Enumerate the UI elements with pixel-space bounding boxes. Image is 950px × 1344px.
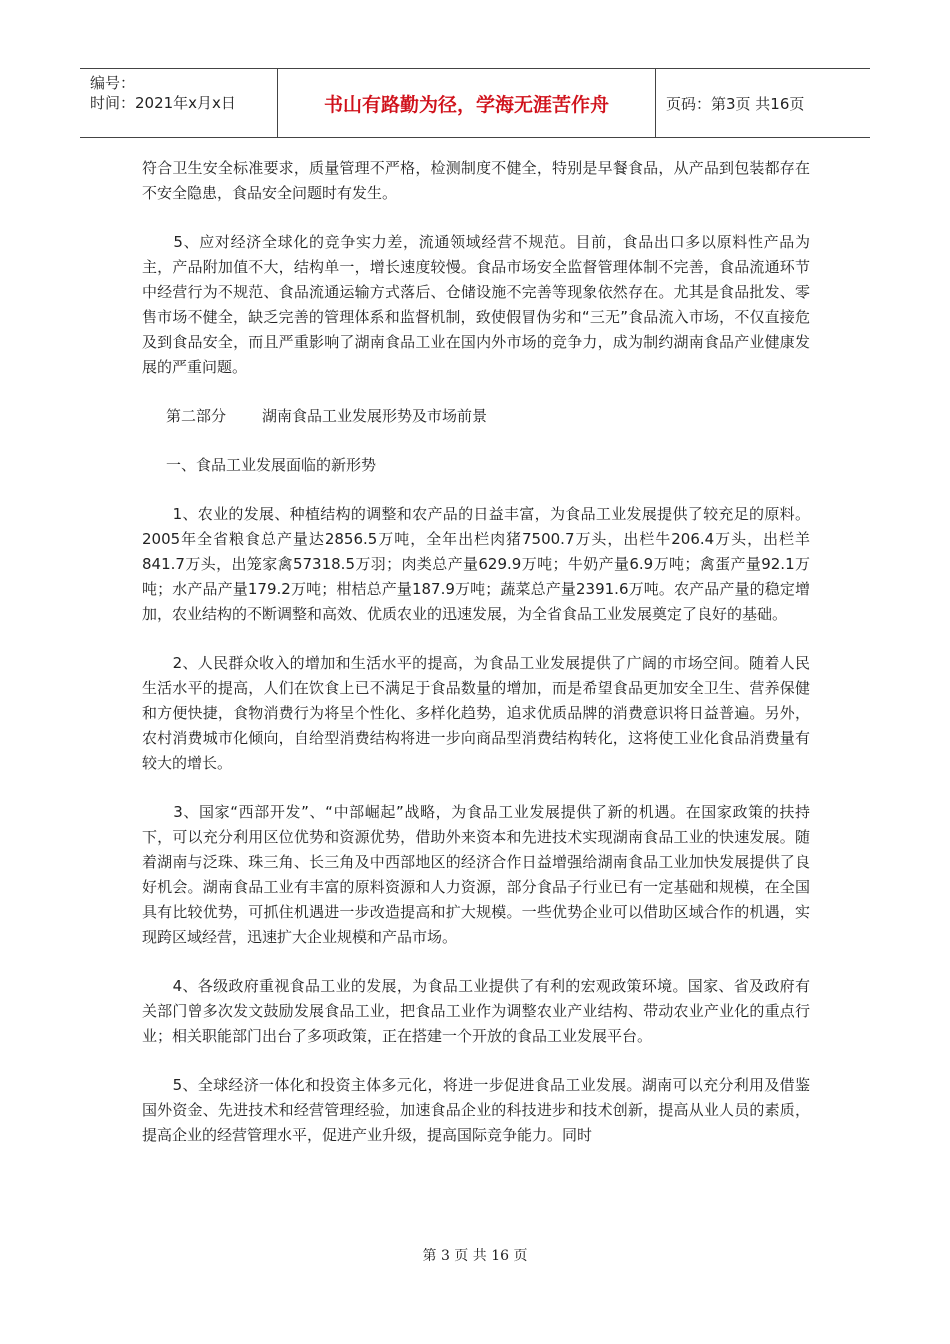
document-number-label: 编号： bbox=[90, 74, 136, 92]
header-page-info: 页码：第3页 共16页 bbox=[666, 94, 805, 113]
document-body bbox=[142, 156, 810, 1148]
paragraph: 2、人民群众收入的增加和生活水平的提高，为食品工业发展提供了广阔的市场空间。随着人民生活水平的提高，人们在饮食上已不满足于食品数量的增加，而是希望食品更加安全卫生、营养保健和方便快捷，食物消费行为将呈个性化、多样化趋势，追求优质品牌的消费意识将日益普遍。另外，农村消费城市化倾向，自给型消费结构将进一步向商品型消费结构转化，这将使工业化食品消费量有较大的增长。 bbox=[142, 654, 810, 772]
paragraph: 5、全球经济一体化和投资主体多元化，将进一步促进食品工业发展。湖南可以充分利用及借鉴国外资金、先进技术和经营管理经验，加速食品企业的科技进步和技术创新，提高从业人员的素质，提高企业的经营管理水平，促进产业升级，提高国际竞争能力。同时 bbox=[142, 1076, 810, 1144]
section-heading bbox=[142, 404, 810, 429]
page-footer: 第 3 页 共 16 页 bbox=[422, 1248, 528, 1264]
paragraph: 3、国家“西部开发”、“中部崛起”战略，为食品工业发展提供了新的机遇。在国家政策的扶持下，可以充分利用区位优势和资源优势，借助外来资本和先进技术实现湖南食品工业的快速发展。随着湖南与泛珠、珠三角、长三角及中西部地区的经济合作日益增强给湖南食品工业加快发展提供了良好机会。湖南食品工业有丰富的原料资源和人力资源，部分食品子行业已有一定基础和规模，在全国具有比较优势，可抓住机遇进一步改造提高和扩大规模。一些优势企业可以借助区域合作的机遇，实现跨区域经营，迅速扩大企业规模和产品市场。 bbox=[142, 803, 810, 946]
paragraph: 符合卫生安全标准要求，质量管理不严格，检测制度不健全，特别是早餐食品，从产品到包装都存在不安全隐患，食品安全问题时有发生。 bbox=[142, 159, 810, 202]
header-motto: 书山有路勤为径，学海无涯苦作舟 bbox=[278, 69, 656, 137]
section-part: 第二部分 bbox=[166, 407, 227, 425]
paragraph: 1、农业的发展、种植结构的调整和农产品的日益丰富，为食品工业发展提供了较充足的原料。2005年全省粮食总产量达2856.5万吨，全年出栏肉猪7500.7万头，出栏牛206.4万头，出栏羊841.7万头，出笼家禽57318.5万羽；肉类总产量629.9万吨；牛奶产量6.9万吨；禽蛋产量92.1万吨；水产品产量179.2万吨；柑桔总产量187.9万吨；蔬菜总产量2391.6万吨。农产品产量的稳定增加，农业结构的不断调整和高效、优质农业的迅速发展，为全省食品工业发展奠定了良好的基础。 bbox=[142, 505, 810, 623]
header-meta bbox=[80, 69, 278, 137]
page-header bbox=[80, 68, 870, 138]
paragraph: 4、各级政府重视食品工业的发展，为食品工业提供了有利的宏观政策环境。国家、省及政府有关部门曾多次发文鼓励发展食品工业，把食品工业作为调整农业产业结构、带动农业产业化的重点行业；相关职能部门出台了多项政策，正在搭建一个开放的食品工业发展平台。 bbox=[142, 977, 810, 1045]
document-time-label: 时间：2021年x月x日 bbox=[90, 94, 236, 112]
subsection-heading: 一、食品工业发展面临的新形势 bbox=[166, 456, 377, 474]
section-title: 湖南食品工业发展形势及市场前景 bbox=[262, 407, 488, 425]
paragraph: 5、应对经济全球化的竞争实力差，流通领域经营不规范。目前，食品出口多以原料性产品为主，产品附加值不大，结构单一，增长速度较慢。食品市场安全监督管理体制不完善，食品流通环节中经营行为不规范、食品流通运输方式落后、仓储设施不完善等现象依然存在。尤其是食品批发、零售市场不健全，缺乏完善的管理体系和监督机制，致使假冒伪劣和“三无”食品流入市场，不仅直接危及到食品安全，而且严重影响了湖南食品工业在国内外市场的竞争力，成为制约湖南食品产业健康发展的严重问题。 bbox=[142, 233, 810, 376]
